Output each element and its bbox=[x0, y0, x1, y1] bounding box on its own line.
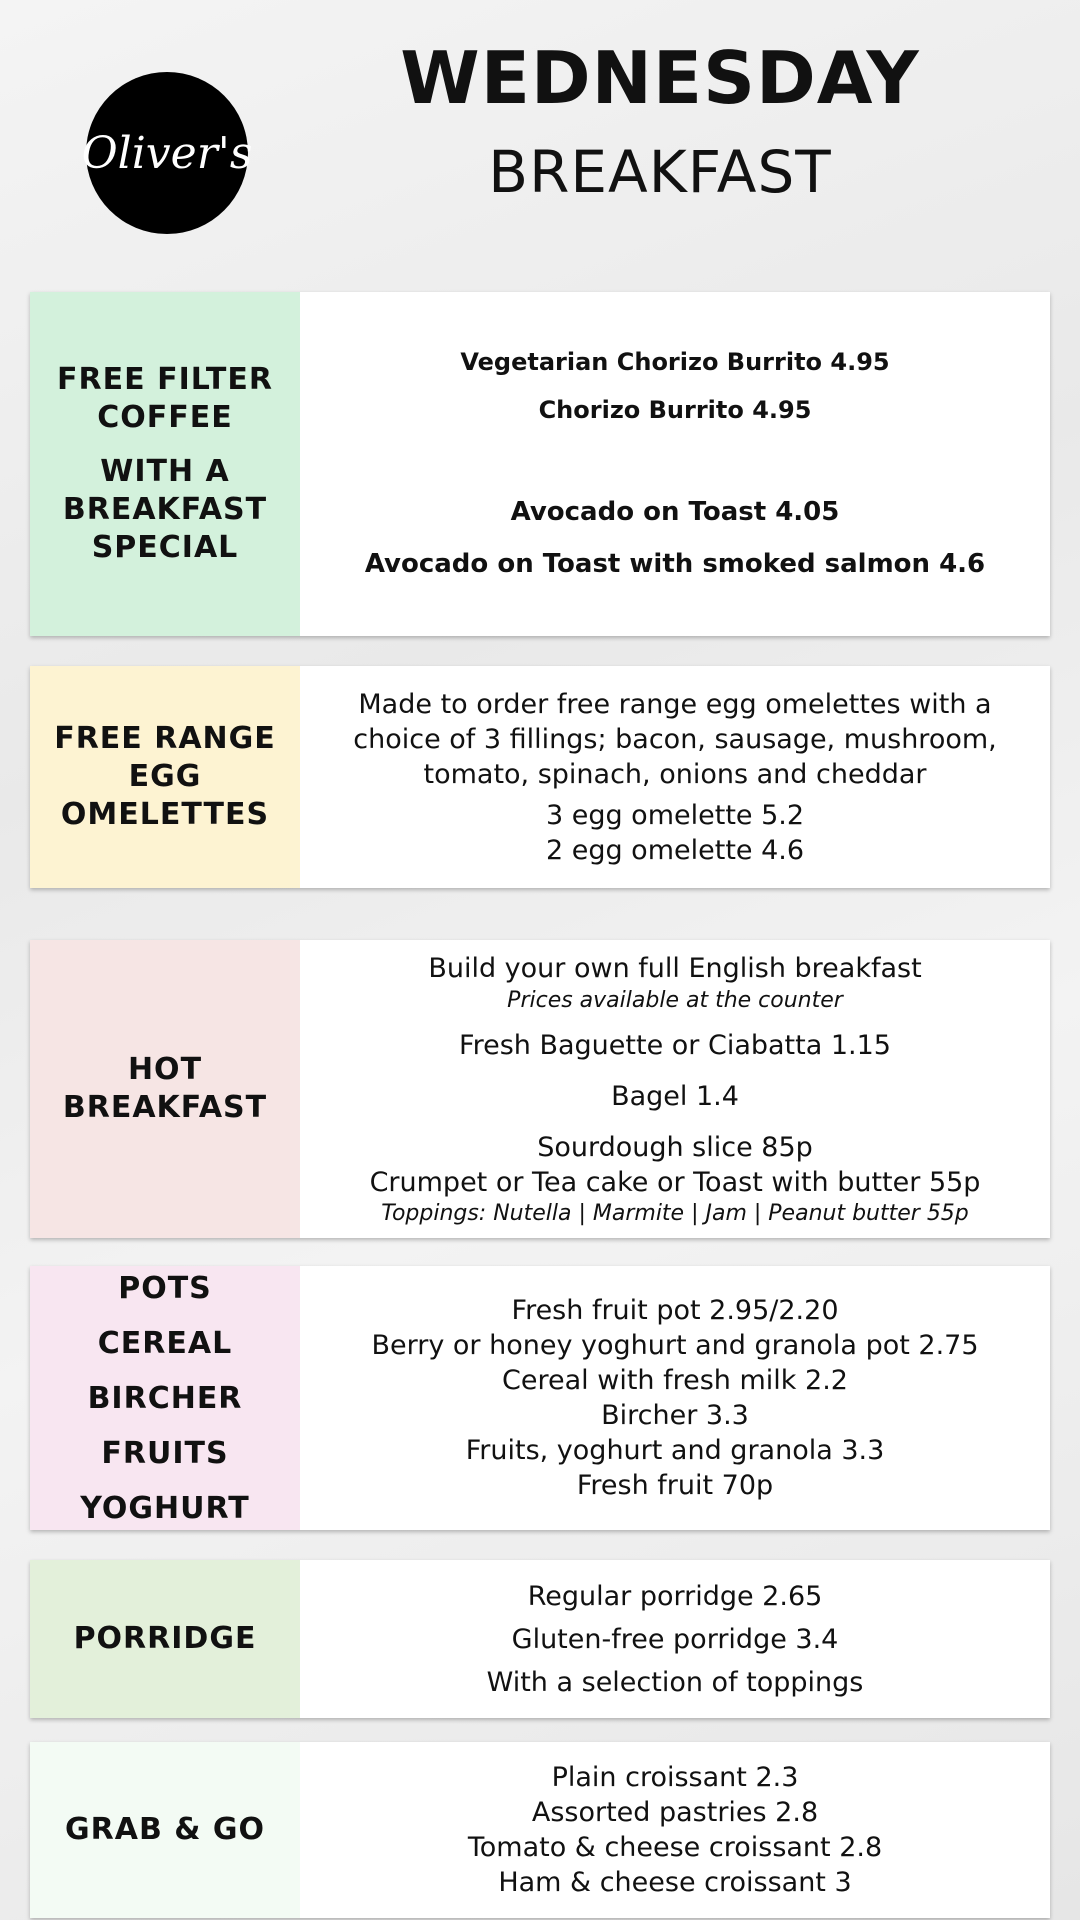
label-line: WITH A bbox=[100, 454, 230, 489]
section-items bbox=[300, 292, 1050, 636]
menu-item: Fruits, yoghurt and granola 3.3 bbox=[465, 1435, 885, 1466]
menu-note: Prices available at the counter bbox=[507, 987, 843, 1013]
label-line: FREE FILTER bbox=[57, 362, 273, 397]
label-line: FREE RANGE bbox=[54, 721, 276, 756]
menu-item: Tomato & cheese croissant 2.8 bbox=[467, 1832, 883, 1863]
olivers-logo: Oliver's bbox=[86, 72, 248, 234]
section-pots-cereal bbox=[30, 1266, 1050, 1530]
menu-item: Ham & cheese croissant 3 bbox=[498, 1867, 852, 1898]
section-items bbox=[300, 1742, 1050, 1918]
section-items bbox=[300, 1560, 1050, 1718]
menu-item: Gluten-free porridge 3.4 bbox=[511, 1623, 839, 1655]
menu-item: Plain croissant 2.3 bbox=[551, 1762, 799, 1793]
label-line: YOGHURT bbox=[80, 1490, 250, 1526]
menu-item: Avocado on Toast with smoked salmon 4.6 bbox=[364, 549, 986, 579]
menu-item: Cereal with fresh milk 2.2 bbox=[502, 1365, 848, 1396]
menu-item: Bagel 1.4 bbox=[611, 1080, 739, 1112]
section-omelettes bbox=[30, 666, 1050, 888]
label-line: SPECIAL bbox=[91, 530, 239, 565]
section-breakfast-special bbox=[30, 292, 1050, 636]
label-line: GRAB & GO bbox=[65, 1812, 265, 1847]
day-title: WEDNESDAY bbox=[400, 36, 920, 120]
menu-item: Chorizo Burrito 4.95 bbox=[538, 396, 812, 424]
label-line: PORRIDGE bbox=[73, 1621, 257, 1656]
section-label bbox=[30, 1560, 300, 1718]
menu-item: Vegetarian Chorizo Burrito 4.95 bbox=[460, 348, 890, 376]
label-line: HOT bbox=[127, 1052, 203, 1087]
section-items bbox=[300, 666, 1050, 888]
section-hot-breakfast bbox=[30, 940, 1050, 1238]
menu-item: 3 egg omelette 5.2 bbox=[545, 799, 805, 831]
section-grab-and-go bbox=[30, 1742, 1050, 1918]
section-label bbox=[30, 666, 300, 888]
menu-item: Fresh fruit 70p bbox=[576, 1470, 774, 1501]
section-label bbox=[30, 1742, 300, 1918]
menu-item: Sourdough slice 85p bbox=[537, 1131, 813, 1163]
section-label bbox=[30, 940, 300, 1238]
menu-item: Fresh Baguette or Ciabatta 1.15 bbox=[459, 1029, 891, 1061]
section-label bbox=[30, 292, 300, 636]
menu-item: Avocado on Toast 4.05 bbox=[510, 497, 840, 527]
label-line: BIRCHER bbox=[87, 1380, 243, 1416]
section-label bbox=[30, 1266, 300, 1530]
label-line: FRUITS bbox=[101, 1435, 229, 1471]
section-items bbox=[300, 940, 1050, 1238]
label-line: EGG bbox=[128, 759, 202, 794]
menu-item: Bircher 3.3 bbox=[601, 1400, 749, 1431]
menu-item: Fresh fruit pot 2.95/2.20 bbox=[511, 1295, 839, 1326]
label-line: CEREAL bbox=[97, 1325, 233, 1361]
menu-item: With a selection of toppings bbox=[486, 1666, 864, 1698]
menu-item: Crumpet or Tea cake or Toast with butter 55p bbox=[369, 1166, 981, 1198]
label-line: BREAKFAST bbox=[62, 492, 268, 527]
label-line: POTS bbox=[118, 1270, 212, 1306]
menu-item: Assorted pastries 2.8 bbox=[531, 1797, 819, 1828]
menu-item: Berry or honey yoghurt and granola pot 2.75 bbox=[371, 1330, 979, 1361]
menu-item: Build your own full English breakfast bbox=[428, 952, 922, 984]
section-porridge bbox=[30, 1560, 1050, 1718]
label-line: OMELETTES bbox=[60, 797, 270, 832]
menu-item: Regular porridge 2.65 bbox=[527, 1580, 823, 1612]
section-items bbox=[300, 1266, 1050, 1530]
menu-item: 2 egg omelette 4.6 bbox=[545, 834, 805, 866]
label-line: BREAKFAST bbox=[62, 1090, 268, 1125]
menu-note: Toppings: Nutella | Marmite | Jam | Peanut butter 55p bbox=[381, 1200, 969, 1226]
meal-title: BREAKFAST bbox=[488, 138, 832, 206]
label-line: COFFEE bbox=[97, 400, 233, 435]
menu-description: Made to order free range egg omelettes with a choice of 3 fillings; bacon, sausage, mushroom, tomato, spinach, onions and cheddar bbox=[353, 688, 997, 790]
